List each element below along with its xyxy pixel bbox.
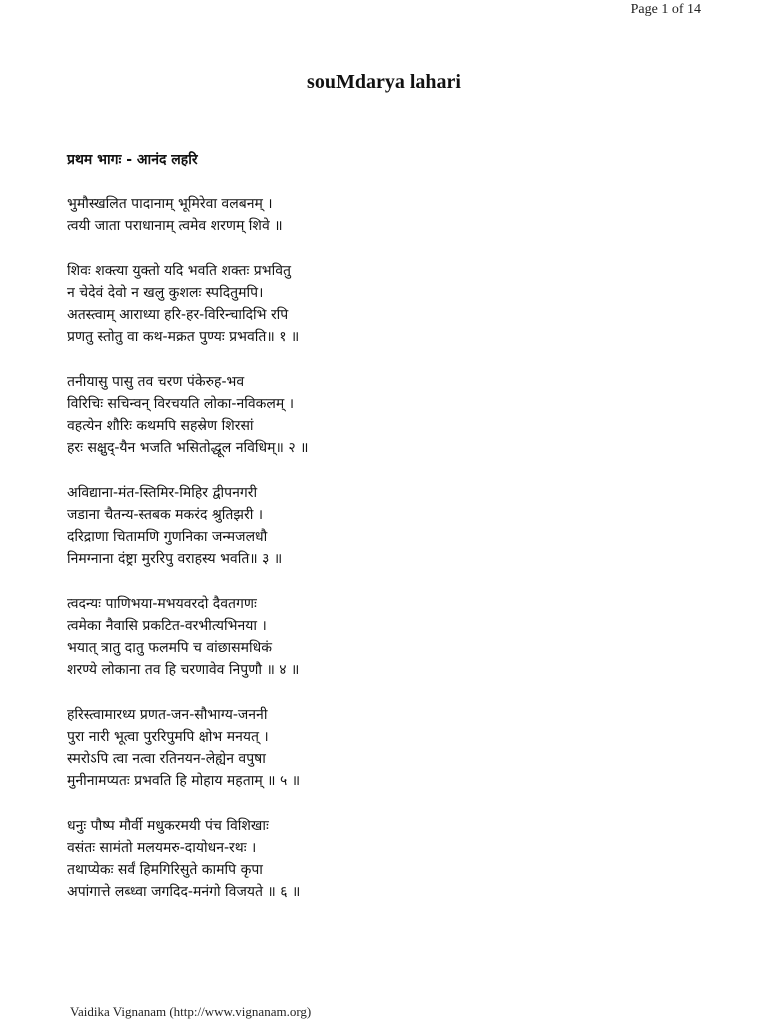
verse-line: निमग्नाना दंष्ट्रा मुररिपु वराहस्य भवति॥ ३ ॥ [67,551,283,567]
verse [67,704,707,792]
verse-line: अतस्त्वाम् आराध्या हरि-हर-विरिन्चादिभि रपि [67,307,289,323]
page-number: Page 1 of 14 [630,2,701,17]
section-heading: प्रथम भागः - आनंद लहरि [67,152,198,168]
verse-line: अपांगात्ते लब्ध्वा जगदिद-मनंगो विजयते ॥ ६ ॥ [67,884,301,900]
document-title: souMdarya lahari [307,71,461,93]
verse-line: वहत्येन शौरिः कथमपि सहस्रेण शिरसां [67,418,254,434]
verse-line: वसंतः सामंतो मलयमरु-दायोधन-रथः । [67,840,257,856]
verse-line: त्वदन्यः पाणिभया-मभयवरदो दैवतगणः [67,596,257,612]
verse-list [67,193,707,926]
verse-line: भुमौस्खलित पादानाम् भूमिरेवा वलबनम् । [67,196,273,212]
verse-line: दरिद्राणा चितामणि गुणनिका जन्मजलधौ [67,529,268,545]
verse [67,593,707,681]
verse-line: पुरा नारी भूत्वा पुररिपुमपि क्षोभ मनयत् । [67,729,269,745]
verse-line: हरिस्त्वामारध्य प्रणत-जन-सौभाग्य-जननी [67,707,268,723]
verse-line: प्रणतु स्तोतु वा कथ-मक्रत पुण्यः प्रभवति॥ १ ॥ [67,329,300,345]
verse-line: धनुः पौष्प मौर्वी मधुकरमयी पंच विशिखाः [67,818,269,834]
verse-line: हरः सक्षुद्-यैन भजति भसितोद्धूल नविधिम्॥ २ ॥ [67,440,309,456]
verse-line: अविद्याना-मंत-स्तिमिर-मिहिर द्वीपनगरी [67,485,258,501]
verse [67,260,707,348]
verse-line: तथाप्येकः सर्वं हिमगिरिसुते कामपि कृपा [67,862,263,878]
footer-source: Vaidika Vignanam (http://www.vignanam.org) [70,1004,312,1019]
verse-line: जडाना चैतन्य-स्तबक मकरंद श्रुतिझरी । [67,507,264,523]
verse-line: त्वयी जाता पराधानाम् त्वमेव शरणम् शिवे ॥ [67,218,283,234]
verse-line: स्मरोऽपि त्वा नत्वा रतिनयन-लेह्येन वपुषा [67,751,266,767]
verse-line: त्वमेका नैवासि प्रकटित-वरभीत्यभिनया । [67,618,267,634]
verse [67,815,707,903]
verse-line: विरिचिः सचिन्वन् विरचयति लोका-नविकलम् । [67,396,295,412]
verse-line: शिवः शक्त्या युक्तो यदि भवति शक्तः प्रभवितु [67,263,291,279]
verse [67,193,707,237]
verse-line: मुनीनामप्यतः प्रभवति हि मोहाय महताम् ॥ ५ ॥ [67,773,301,789]
verse-line: भयात् त्रातु दातु फलमपि च वांछासमधिकं [67,640,272,656]
verse [67,371,707,459]
verse-line: शरण्ये लोकाना तव हि चरणावेव निपुणौ ॥ ४ ॥ [67,662,300,678]
verse-line: तनीयासु पासु तव चरण पंकेरुह-भव [67,374,245,390]
verse [67,482,707,570]
verse-line: न चेदेवं देवो न खलु कुशलः स्पदितुमपि। [67,285,264,301]
